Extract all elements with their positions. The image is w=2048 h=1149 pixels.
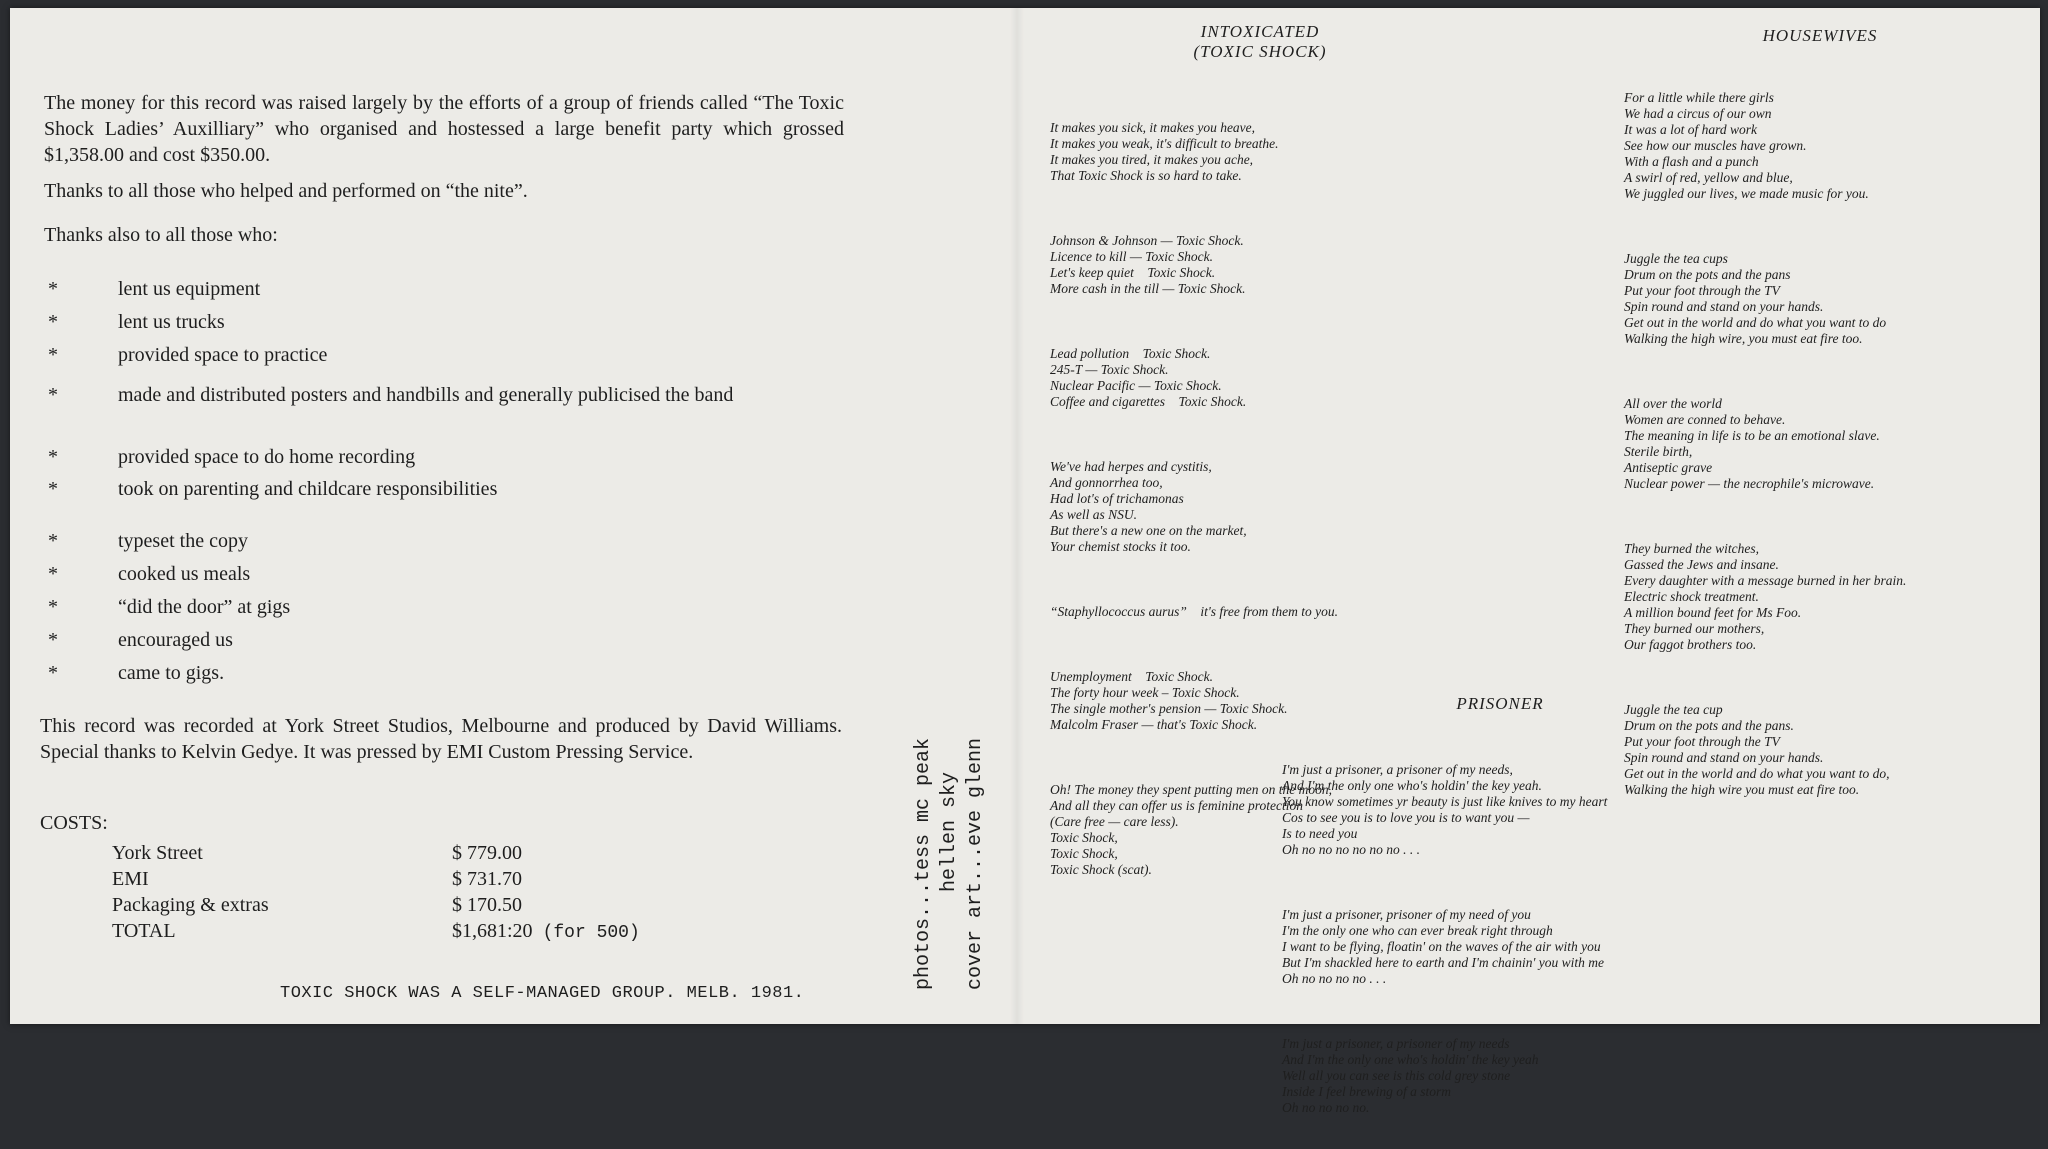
lyric-stanza: Johnson & Johnson — Toxic Shock. Licence to kill — Toxic Shock. Let's keep quiet Toxic Shock. More cash in the till — Toxic Shock. — [1050, 233, 1246, 296]
bullet-star: * — [48, 629, 58, 651]
bullet-star: * — [48, 344, 58, 366]
lyrics-housewives — [1624, 58, 1906, 831]
lyric-stanza: They burned the witches, Gassed the Jews and insane. Every daughter with a message burned in her brain. Electric shock treatment. A million bound feet for Ms Foo. They burned our mothers, Our faggot brothers too. — [1624, 541, 1907, 652]
thanks-also-heading: Thanks also to all those who: — [44, 224, 278, 246]
photos-credit: photos...tess mc peak — [912, 737, 935, 990]
lyrics-prisoner — [1282, 730, 1607, 1149]
recording-credits: This record was recorded at York Street Studios, Melbourne and produced by David Williams. Special thanks to Kelvin Gedye. It was pressed by EMI Custom Pressing Service. — [40, 715, 842, 763]
self-managed-footer: TOXIC SHOCK WAS A SELF-MANAGED GROUP. MELB. 1981. — [280, 984, 805, 1003]
bullet-star: * — [48, 563, 58, 585]
fold-crease — [1010, 8, 1024, 1024]
song-title-intoxicated: INTOXICATED (TOXIC SHOCK) — [1193, 22, 1327, 61]
bullet-star: * — [48, 311, 58, 333]
lyric-stanza: Juggle the tea cups Drum on the pots and the pans Put your foot through the TV Spin round and stand on your hands. Get out in the world and do what you want to do Walking the high wire, you must eat fire too. — [1624, 251, 1887, 346]
intro-text — [44, 90, 844, 214]
lyric-stanza: Juggle the tea cup Drum on the pots and the pans. Put your foot through the TV Spin round and stand on your hands. Get out in the world and do what you want to do, Walking the high wire you must eat fire too. — [1624, 702, 1890, 797]
lyric-stanza: For a little while there girls We had a circus of our own It was a lot of hard work See how our muscles have grown. With a flash and a punch A swirl of red, yellow and blue, We juggled our lives, we made music for you. — [1624, 90, 1869, 201]
song-title-housewives: HOUSEWIVES — [1762, 26, 1878, 45]
bullet-star: * — [48, 662, 58, 684]
lyric-stanza: Lead pollution Toxic Shock. 245-T — Toxic Shock. Nuclear Pacific — Toxic Shock. Coffee and cigarettes Toxic Shock. — [1050, 346, 1247, 409]
lyric-stanza: All over the world Women are conned to behave. The meaning in life is to be an emotional slave. Sterile birth, Antiseptic grave Nuclear power — the necrophile's microwave. — [1624, 396, 1880, 491]
bullet-star: * — [48, 278, 58, 300]
lyric-stanza: “Staphyllococcus aurus” it's free from them to you. — [1050, 604, 1338, 619]
lyric-stanza: I'm just a prisoner, a prisoner of my needs And I'm the only one who's holdin' the key yeah Well all you can see is this cold grey stone Inside I feel brewing of a storm Oh no no no no. — [1282, 1036, 1539, 1115]
lyric-stanza: I'm just a prisoner, prisoner of my need of you I'm the only one who can ever break right through I want to be flying, floatin' on the waves of the air with you But I'm shackled here to earth and I'm chainin' you with me Oh no no no no . . . — [1282, 907, 1604, 986]
bullet-star: * — [48, 446, 58, 468]
total-note: (for 500) — [542, 923, 640, 943]
song-title-prisoner: PRISONER — [1456, 694, 1544, 713]
intro-thanks: Thanks to all those who helped and performed on “the nite”. — [44, 180, 528, 202]
lyric-stanza: I'm just a prisoner, a prisoner of my needs, And I'm the only one who's holdin' the key yeah. You know sometimes yr beauty is just like knives to my heart Cos to see you is to love you is to want you — Is to need you Oh no no no no no no . . . — [1282, 762, 1608, 857]
bullet-star: * — [48, 384, 58, 406]
bullet-star: * — [48, 596, 58, 618]
lyric-stanza: Oh! The money they spent putting men on the moon, And all they can offer us is feminine protection (Care free — care less). Toxic Shock, Toxic Shock, Toxic Shock (scat). — [1050, 782, 1332, 877]
lyric-stanza: Unemployment Toxic Shock. The forty hour week – Toxic Shock. The single mother's pension — Toxic Shock. Malcolm Fraser — that's Toxic Shock. — [1050, 669, 1288, 732]
intro-paragraph: The money for this record was raised largely by the efforts of a group of friends called “The Toxic Shock Ladies’ Auxilliary” who organised and hostessed a large benefit party which grossed $1,358.00 and cost $350.00. — [44, 92, 844, 166]
bullet-star: * — [48, 478, 58, 500]
cover-art-credit: cover art...eve glenn — [964, 737, 987, 990]
bullet-star: * — [48, 530, 58, 552]
lyric-stanza: We've had herpes and cystitis, And gonnorrhea too, Had lot's of trichamonas As well as NSU. But there's a new one on the market, Your chemist stocks it too. — [1050, 459, 1247, 554]
lyric-stanza: It makes you sick, it makes you heave, It makes you weak, it's difficult to breathe. It makes you tired, it makes you ache, That Toxic Shock is so hard to take. — [1050, 120, 1279, 183]
costs-heading: COSTS: — [40, 812, 108, 834]
hellen-credit: hellen sky — [938, 771, 961, 892]
